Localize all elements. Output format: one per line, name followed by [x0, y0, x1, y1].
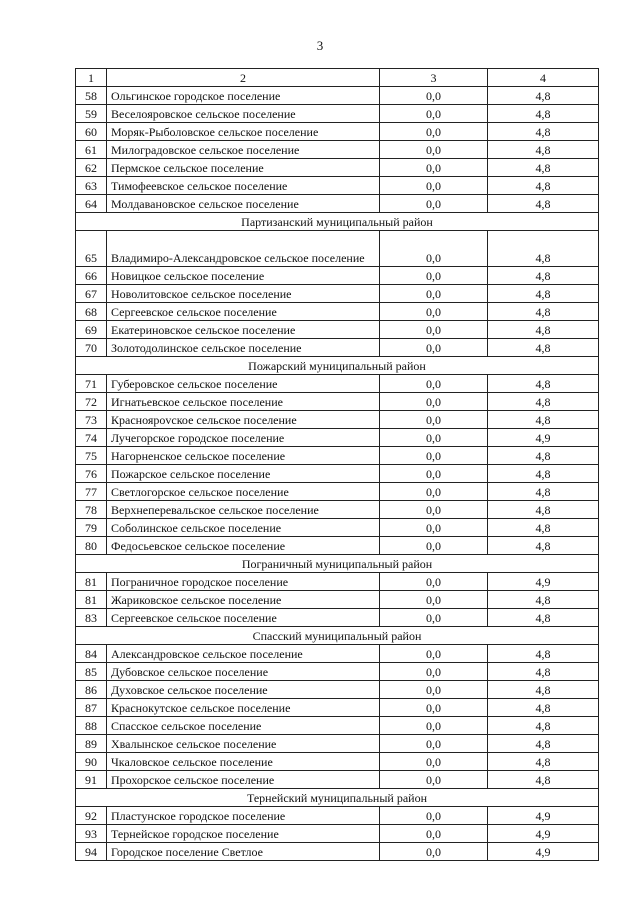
column-3-value: 0,0	[380, 591, 488, 609]
district-header-row	[76, 357, 599, 375]
row-number: 72	[76, 393, 107, 411]
table-row	[76, 123, 599, 141]
column-3-value: 0,0	[380, 519, 488, 537]
row-number: 80	[76, 537, 107, 555]
table-row	[76, 375, 599, 393]
settlement-name: Молдавановское сельское поселение	[107, 195, 380, 213]
column-3-value: 0,0	[380, 663, 488, 681]
settlement-name: Жариковское сельское поселение	[107, 591, 380, 609]
column-3-value: 0,0	[380, 681, 488, 699]
column-4-value: 4,9	[488, 429, 599, 447]
table-row	[76, 573, 599, 591]
column-4-value: 4,8	[488, 393, 599, 411]
row-number: 71	[76, 375, 107, 393]
column-3-value: 0,0	[380, 105, 488, 123]
table-row	[76, 609, 599, 627]
row-number: 76	[76, 465, 107, 483]
settlement-name: Александровское сельское поселение	[107, 645, 380, 663]
settlement-name: Хвалынское сельское поселение	[107, 735, 380, 753]
column-3-value: 0,0	[380, 177, 488, 195]
table-row	[76, 591, 599, 609]
header-col-2: 2	[107, 69, 380, 87]
settlements-table	[75, 68, 599, 861]
row-number: 79	[76, 519, 107, 537]
settlement-name: Владимиро-Александровское сельское поселение	[107, 231, 380, 267]
settlement-name: Спасское сельское поселение	[107, 717, 380, 735]
column-4-value: 4,8	[488, 321, 599, 339]
settlement-name: Духовское сельское поселение	[107, 681, 380, 699]
settlement-name: Пластунское городское поселение	[107, 807, 380, 825]
table-row	[76, 537, 599, 555]
page-number: 3	[316, 38, 324, 53]
district-header-row	[76, 789, 599, 807]
column-3-value: 0,0	[380, 447, 488, 465]
table-row	[76, 681, 599, 699]
settlement-name: Новолитовское сельское поселение	[107, 285, 380, 303]
table-row	[76, 393, 599, 411]
settlement-name: Лучегорское городское поселение	[107, 429, 380, 447]
row-number: 59	[76, 105, 107, 123]
row-number: 86	[76, 681, 107, 699]
table-row	[76, 105, 599, 123]
row-number: 66	[76, 267, 107, 285]
settlement-name: Федосьевское сельское поселение	[107, 537, 380, 555]
column-4-value: 4,8	[488, 537, 599, 555]
column-3-value: 0,0	[380, 303, 488, 321]
settlement-name: Сергеевское сельское поселение	[107, 609, 380, 627]
settlement-name: Новицкое сельское поселение	[107, 267, 380, 285]
column-4-value: 4,9	[488, 843, 599, 861]
table-row	[76, 303, 599, 321]
settlement-name: Пожарское сельское поселение	[107, 465, 380, 483]
row-number: 74	[76, 429, 107, 447]
settlement-name: Пермское сельское поселение	[107, 159, 380, 177]
column-4-value: 4,8	[488, 339, 599, 357]
column-3-value: 0,0	[380, 339, 488, 357]
row-number: 77	[76, 483, 107, 501]
column-4-value: 4,8	[488, 159, 599, 177]
column-3-value: 0,0	[380, 393, 488, 411]
column-3-value: 0,0	[380, 501, 488, 519]
district-name: Тернейский муниципальный район	[76, 789, 599, 807]
settlement-name: Нагорненское сельское поселение	[107, 447, 380, 465]
column-3-value: 0,0	[380, 843, 488, 861]
row-number: 58	[76, 87, 107, 105]
table-row	[76, 285, 599, 303]
table-row	[76, 87, 599, 105]
row-number: 70	[76, 339, 107, 357]
column-4-value: 4,8	[488, 591, 599, 609]
table-row	[76, 735, 599, 753]
table-row	[76, 843, 599, 861]
table-row	[76, 177, 599, 195]
column-4-value: 4,9	[488, 825, 599, 843]
column-4-value: 4,8	[488, 87, 599, 105]
settlement-name: Веселояровское сельское поселение	[107, 105, 380, 123]
settlement-name: Дубовское сельское поселение	[107, 663, 380, 681]
table-row	[76, 771, 599, 789]
table-row	[76, 321, 599, 339]
column-3-value: 0,0	[380, 285, 488, 303]
table-row	[76, 645, 599, 663]
column-3-value: 0,0	[380, 159, 488, 177]
column-4-value: 4,8	[488, 141, 599, 159]
settlement-name: Красноярovское сельское поселение	[107, 411, 380, 429]
district-header-row	[76, 627, 599, 645]
column-3-value: 0,0	[380, 699, 488, 717]
settlement-name: Чкаловское сельское поселение	[107, 753, 380, 771]
row-number: 90	[76, 753, 107, 771]
column-3-value: 0,0	[380, 753, 488, 771]
column-4-value: 4,8	[488, 483, 599, 501]
table-row	[76, 339, 599, 357]
column-4-value: 4,8	[488, 753, 599, 771]
column-4-value: 4,8	[488, 375, 599, 393]
table-row	[76, 195, 599, 213]
column-4-value: 4,8	[488, 195, 599, 213]
column-3-value: 0,0	[380, 483, 488, 501]
column-3-value: 0,0	[380, 141, 488, 159]
table-row	[76, 663, 599, 681]
settlement-name: Екатериновское сельское поселение	[107, 321, 380, 339]
header-col-3: 3	[380, 69, 488, 87]
column-4-value: 4,9	[488, 807, 599, 825]
table-row	[76, 501, 599, 519]
table-row	[76, 465, 599, 483]
column-3-value: 0,0	[380, 717, 488, 735]
column-3-value: 0,0	[380, 375, 488, 393]
column-3-value: 0,0	[380, 267, 488, 285]
settlement-name: Верхнеперевальское сельское поселение	[107, 501, 380, 519]
row-number: 73	[76, 411, 107, 429]
column-4-value: 4,9	[488, 573, 599, 591]
table-row	[76, 825, 599, 843]
column-4-value: 4,8	[488, 285, 599, 303]
column-3-value: 0,0	[380, 465, 488, 483]
table-row	[76, 447, 599, 465]
column-4-value: 4,8	[488, 771, 599, 789]
column-4-value: 4,8	[488, 303, 599, 321]
column-3-value: 0,0	[380, 573, 488, 591]
header-col-4: 4	[488, 69, 599, 87]
column-4-value: 4,8	[488, 267, 599, 285]
row-number: 87	[76, 699, 107, 717]
row-number: 81	[76, 591, 107, 609]
table-row	[76, 267, 599, 285]
settlement-name: Тернейское городское поселение	[107, 825, 380, 843]
table-row	[76, 411, 599, 429]
column-4-value: 4,8	[488, 717, 599, 735]
table-row	[76, 519, 599, 537]
column-3-value: 0,0	[380, 825, 488, 843]
column-3-value: 0,0	[380, 645, 488, 663]
table-row	[76, 753, 599, 771]
row-number: 83	[76, 609, 107, 627]
district-header-row	[76, 213, 599, 231]
column-4-value: 4,8	[488, 231, 599, 267]
district-name: Партизанский муниципальный район	[76, 213, 599, 231]
settlement-name: Милоградовское сельское поселение	[107, 141, 380, 159]
settlement-name: Золотодолинское сельское поселение	[107, 339, 380, 357]
settlement-name: Губеровское сельское поселение	[107, 375, 380, 393]
column-4-value: 4,8	[488, 681, 599, 699]
row-number: 68	[76, 303, 107, 321]
row-number: 65	[76, 231, 107, 267]
settlement-name: Городское поселение Светлое	[107, 843, 380, 861]
column-4-value: 4,8	[488, 105, 599, 123]
column-4-value: 4,8	[488, 177, 599, 195]
row-number: 61	[76, 141, 107, 159]
table-row	[76, 141, 599, 159]
column-4-value: 4,8	[488, 645, 599, 663]
settlement-name: Пограничное городское поселение	[107, 573, 380, 591]
row-number: 91	[76, 771, 107, 789]
column-3-value: 0,0	[380, 735, 488, 753]
settlement-name: Моряк-Рыболовское сельское поселение	[107, 123, 380, 141]
table-row	[76, 717, 599, 735]
row-number: 67	[76, 285, 107, 303]
district-name: Пограничный муниципальный район	[76, 555, 599, 573]
column-4-value: 4,8	[488, 447, 599, 465]
settlement-name: Краснокутское сельское поселение	[107, 699, 380, 717]
table-row	[76, 429, 599, 447]
column-3-value: 0,0	[380, 807, 488, 825]
column-4-value: 4,8	[488, 699, 599, 717]
table-header-row	[76, 69, 599, 87]
row-number: 63	[76, 177, 107, 195]
column-3-value: 0,0	[380, 537, 488, 555]
row-number: 84	[76, 645, 107, 663]
settlement-name: Тимофеевское сельское поселение	[107, 177, 380, 195]
column-4-value: 4,8	[488, 465, 599, 483]
settlement-name: Прохорское сельское поселение	[107, 771, 380, 789]
column-4-value: 4,8	[488, 501, 599, 519]
row-number: 81	[76, 573, 107, 591]
row-number: 85	[76, 663, 107, 681]
table-row	[76, 159, 599, 177]
row-number: 64	[76, 195, 107, 213]
table-row	[76, 231, 599, 267]
column-3-value: 0,0	[380, 87, 488, 105]
row-number: 94	[76, 843, 107, 861]
row-number: 62	[76, 159, 107, 177]
settlement-name: Светлогорское сельское поселение	[107, 483, 380, 501]
district-name: Пожарский муниципальный район	[76, 357, 599, 375]
column-3-value: 0,0	[380, 429, 488, 447]
column-4-value: 4,8	[488, 411, 599, 429]
row-number: 89	[76, 735, 107, 753]
column-3-value: 0,0	[380, 321, 488, 339]
column-3-value: 0,0	[380, 609, 488, 627]
row-number: 93	[76, 825, 107, 843]
header-col-1: 1	[76, 69, 107, 87]
table-row	[76, 807, 599, 825]
column-4-value: 4,8	[488, 123, 599, 141]
row-number: 92	[76, 807, 107, 825]
column-3-value: 0,0	[380, 123, 488, 141]
table-row	[76, 483, 599, 501]
column-3-value: 0,0	[380, 411, 488, 429]
table-row	[76, 699, 599, 717]
settlement-name: Соболинское сельское поселение	[107, 519, 380, 537]
district-name: Спасский муниципальный район	[76, 627, 599, 645]
column-3-value: 0,0	[380, 771, 488, 789]
row-number: 88	[76, 717, 107, 735]
column-4-value: 4,8	[488, 735, 599, 753]
settlement-name: Сергеевское сельское поселение	[107, 303, 380, 321]
district-header-row	[76, 555, 599, 573]
column-3-value: 0,0	[380, 195, 488, 213]
row-number: 75	[76, 447, 107, 465]
column-3-value: 0,0	[380, 231, 488, 267]
settlement-name: Игнатьевское сельское поселение	[107, 393, 380, 411]
row-number: 60	[76, 123, 107, 141]
settlement-name: Ольгинское городское поселение	[107, 87, 380, 105]
column-4-value: 4,8	[488, 519, 599, 537]
column-4-value: 4,8	[488, 663, 599, 681]
row-number: 69	[76, 321, 107, 339]
row-number: 78	[76, 501, 107, 519]
column-4-value: 4,8	[488, 609, 599, 627]
